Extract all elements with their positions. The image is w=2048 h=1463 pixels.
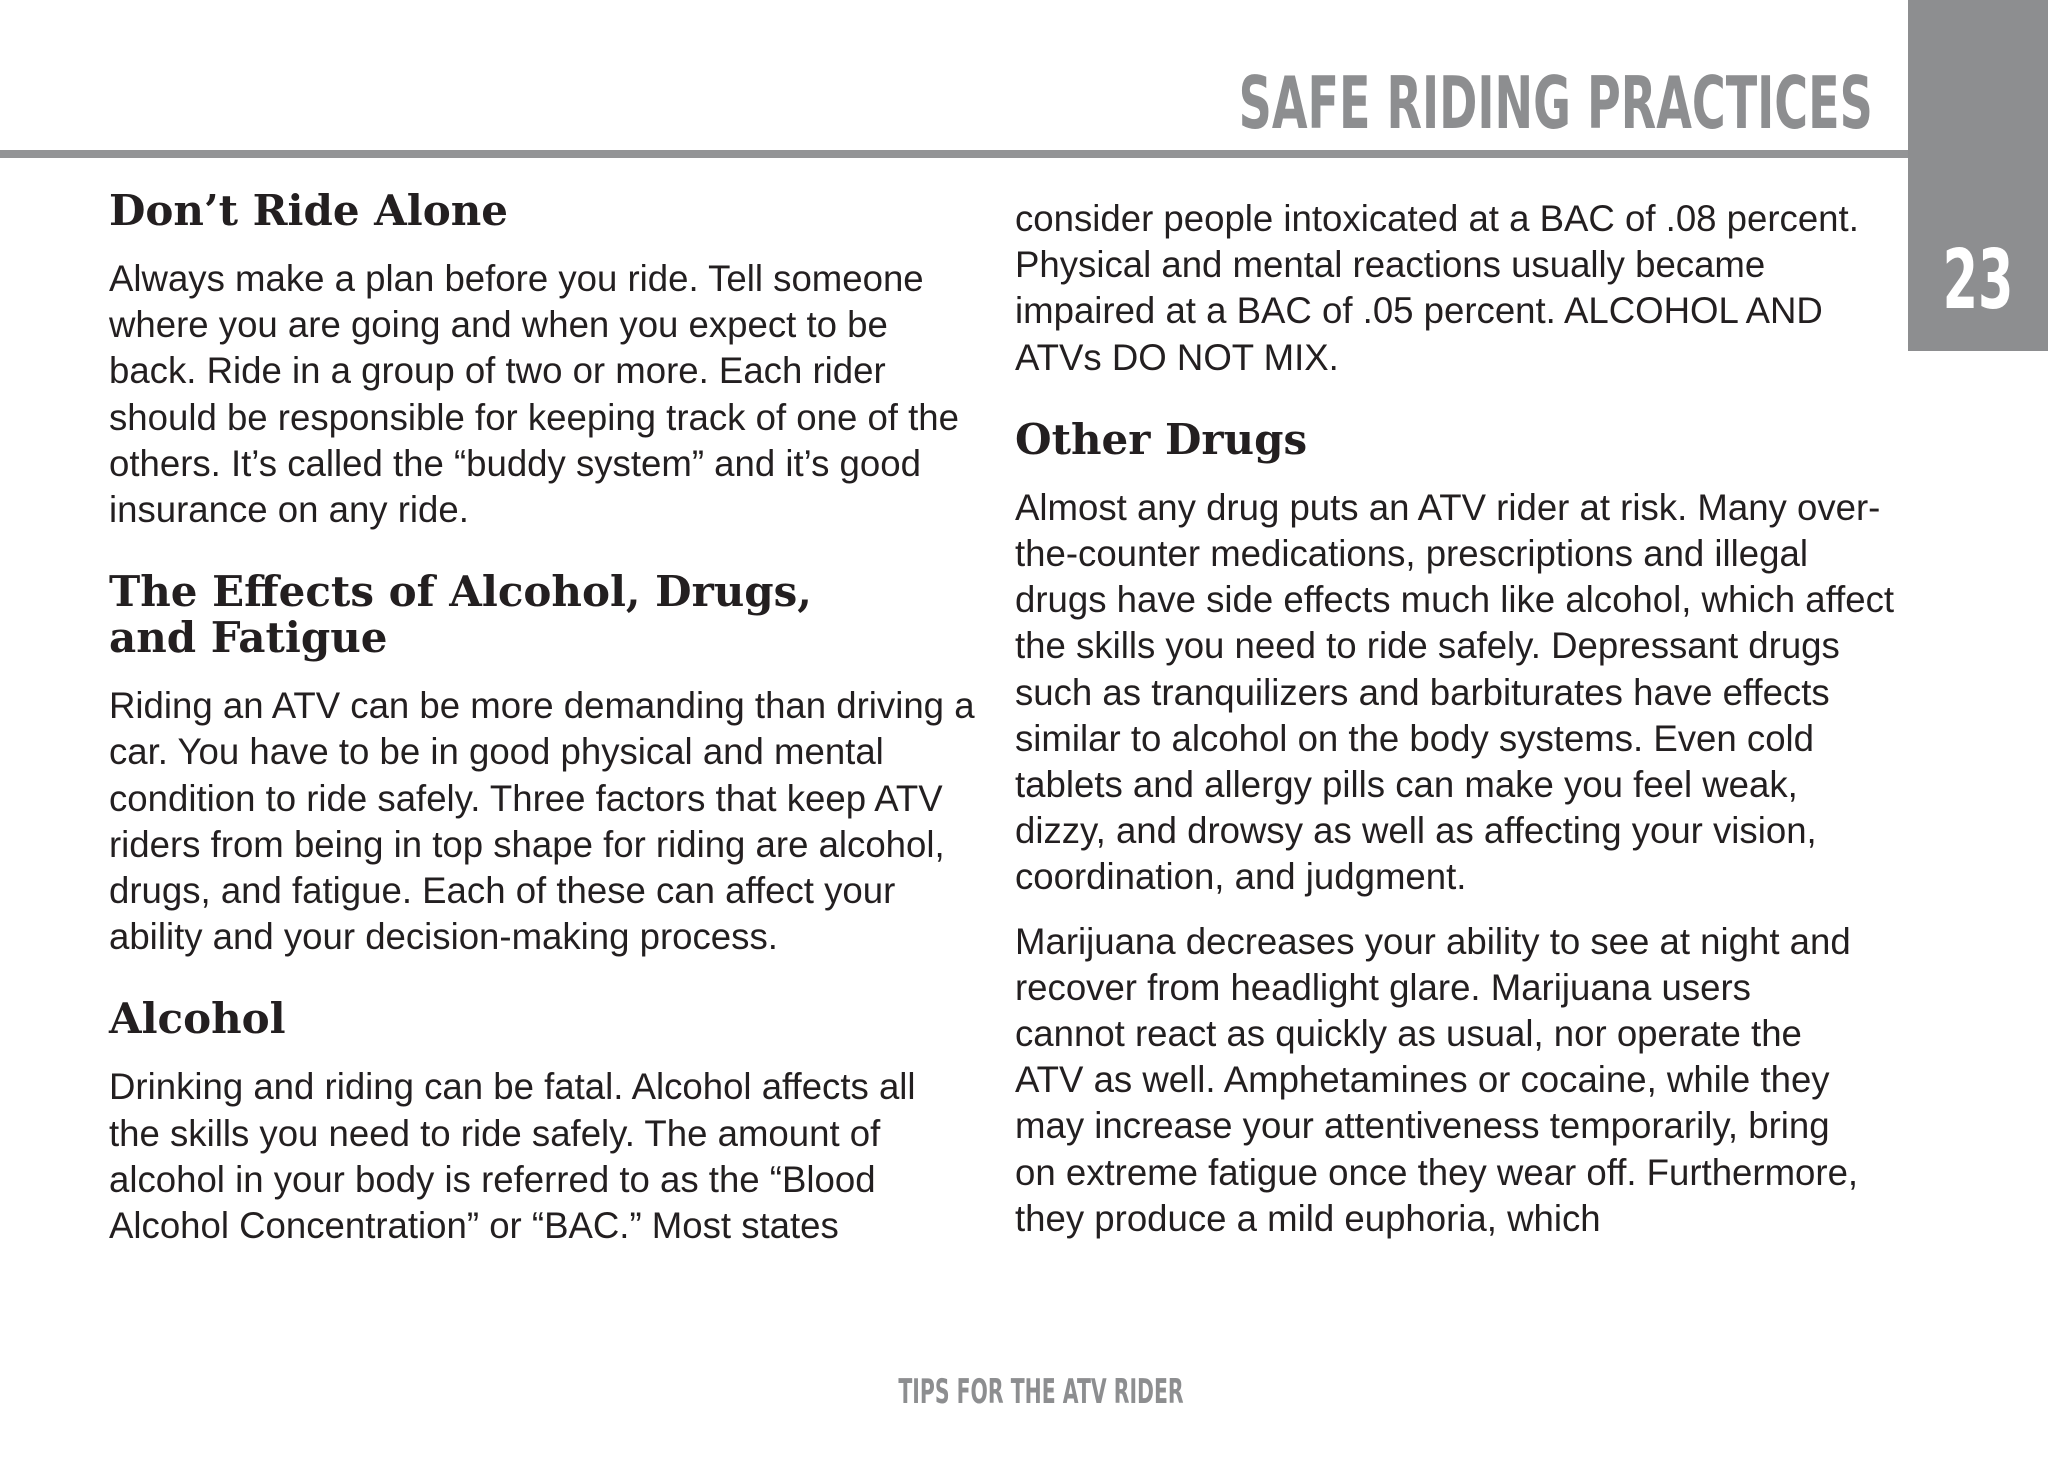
page-number: 23 bbox=[1942, 233, 2014, 328]
heading-dont-ride-alone: Don’t Ride Alone bbox=[109, 186, 508, 235]
page-header bbox=[0, 0, 1908, 152]
section-title: SAFE RIDING PRACTICES bbox=[1238, 61, 1873, 145]
left-column bbox=[109, 188, 979, 1285]
paragraph-other-drugs-1: Almost any drug puts an ATV rider at risk. Many over-the-counter medications, prescriptions and illegal drugs have side effects much like alcohol, which affect the skills you need to ride safely. Depressant drugs such as tranquilizers and barbiturates have effects similar to alcohol on the body systems. Even cold tablets and allergy pills can make you feel weak, dizzy, and drowsy as well as affecting your vision, coordination, and judgment. bbox=[1015, 486, 1895, 898]
paragraph-dont-ride-alone: Always make a plan before you ride. Tell someone where you are going and when you expect to be back. Ride in a group of two or more. Each rider should be responsible for keeping track of one of the others. It’s called the “buddy system” and it’s good insurance on any ride. bbox=[109, 258, 959, 531]
paragraph-alcohol-continued: consider people intoxicated at a BAC of .08 percent. Physical and mental reactions usually became impaired at a BAC of .05 percent. ALCOHOL AND ATVs DO NOT MIX. bbox=[1015, 198, 1859, 378]
paragraph-alcohol: Drinking and riding can be fatal. Alcohol affects all the skills you need to ride safely. The amount of alcohol in your body is referred to as the “Blood Alcohol Concentration” or “BAC.” Most states bbox=[109, 1066, 916, 1247]
footer-title: TIPS FOR THE ATV RIDER bbox=[898, 1372, 1184, 1412]
paragraph-effects: Riding an ATV can be more demanding than driving a car. You have to be in good physical and mental condition to ride safely. Three factors that keep ATV riders from being in top shape for riding are alcohol, drugs, and fatigue. Each of these can affect your ability and your decision-making process. bbox=[109, 685, 975, 958]
right-column bbox=[1015, 196, 1895, 1270]
heading-alcohol: Alcohol bbox=[109, 994, 286, 1044]
heading-other-drugs: Other Drugs bbox=[1015, 414, 1308, 464]
header-divider bbox=[0, 150, 1908, 158]
page-tab bbox=[1908, 0, 2048, 351]
paragraph-other-drugs-2: Marijuana decreases your ability to see at night and recover from headlight glare. Marijuana users cannot react as quickly as usual, nor operate the ATV as well. Amphetamines or cocaine, while they may increase your attentiveness temporarily, bring on extreme fatigue once they wear off. Furthermore, they produce a mild euphoria, which bbox=[1015, 920, 1859, 1239]
heading-effects: The Effects of Alcohol, Drugs, and Fatigue bbox=[109, 567, 812, 663]
